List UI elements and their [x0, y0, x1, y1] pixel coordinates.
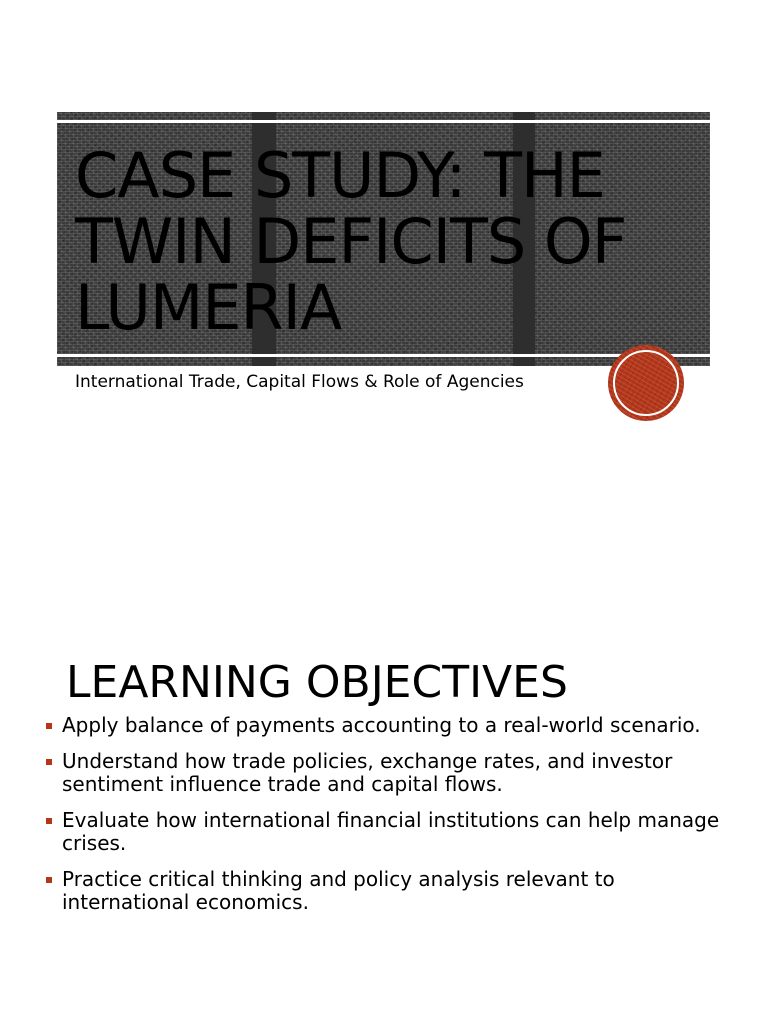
- list-item: [44, 809, 744, 855]
- objectives-heading: LEARNING OBJECTIVES: [66, 657, 568, 708]
- circle-ring: [613, 350, 679, 416]
- list-item: [44, 868, 744, 914]
- bullet-icon: [46, 818, 52, 824]
- objectives-list: [44, 714, 744, 927]
- banner-bottom-rule: [57, 354, 710, 357]
- banner-top-rule: [57, 120, 710, 123]
- list-item: [44, 750, 744, 796]
- slide-title: CASE STUDY: THE TWIN DEFICITS OF LUMERIA: [75, 139, 627, 344]
- objective-text: Practice critical thinking and policy analysis relevant to international economics.: [62, 867, 615, 914]
- bullet-icon: [46, 723, 52, 729]
- decorative-circle-icon: [608, 345, 684, 421]
- bullet-icon: [46, 759, 52, 765]
- bullet-icon: [46, 877, 52, 883]
- objective-text: Apply balance of payments accounting to a real-world scenario.: [62, 713, 701, 737]
- objective-text: Understand how trade policies, exchange rates, and investor sentiment influence trade and capital flows.: [62, 749, 673, 796]
- slide-subtitle: International Trade, Capital Flows & Role of Agencies: [75, 372, 524, 392]
- objective-text: Evaluate how international financial institutions can help manage crises.: [62, 808, 720, 855]
- list-item: [44, 714, 744, 737]
